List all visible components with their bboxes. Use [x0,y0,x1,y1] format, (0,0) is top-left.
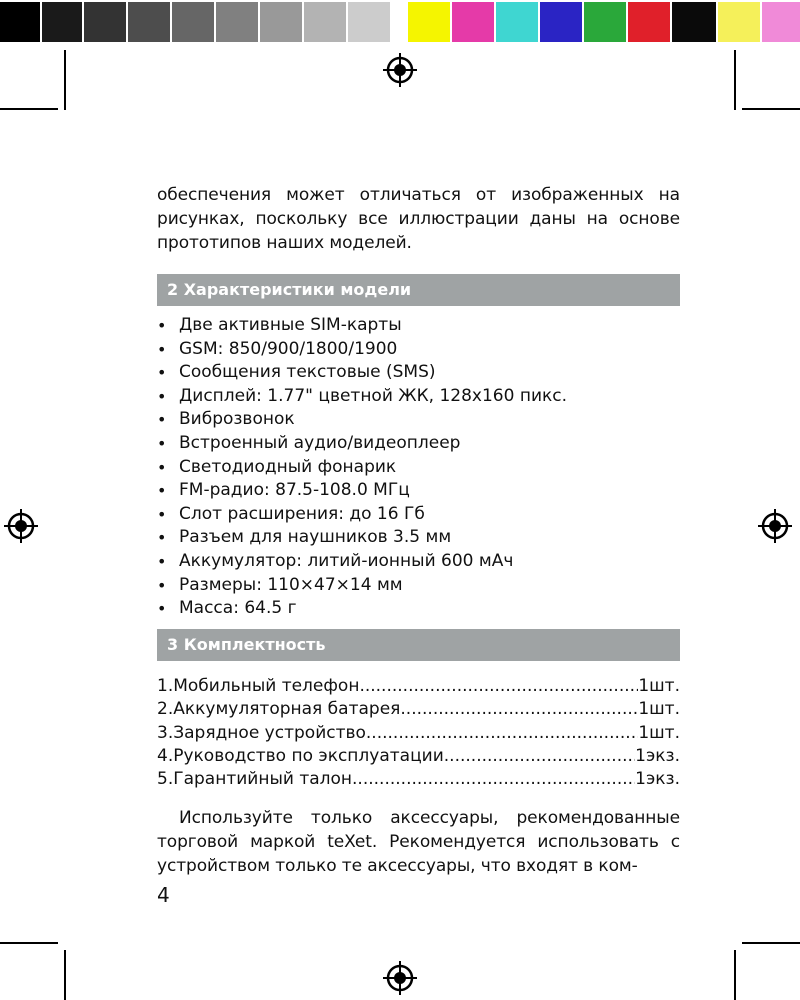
list-item: • GSM: 850/900/1800/1900 [157,338,680,362]
crop-mark [742,108,800,110]
spec-list [157,314,680,621]
color-swatch [42,2,82,42]
print-color-bar [0,0,800,44]
list-item: • Масса: 64.5 г [157,597,680,621]
section-header-specs: 2 Характеристики модели [157,274,680,306]
color-swatch [628,2,670,42]
color-swatch [128,2,170,42]
dot-leader [444,745,635,768]
registration-mark-icon [383,53,417,87]
list-item: • Виброзвонок [157,408,680,432]
package-item-name: 1.Мобильный телефон [157,675,360,696]
section-header-package: 3 Комплектность [157,629,680,661]
color-swatch [540,2,582,42]
page-content [157,183,680,878]
registration-mark-icon [383,961,417,995]
color-swatch [0,2,40,42]
color-swatch [304,2,346,42]
list-item: • Светодиодный фонарик [157,456,680,480]
list-item: • Встроенный аудио/видеоплеер [157,432,680,456]
crop-mark [64,950,66,1000]
list-item: • Две активные SIM-карты [157,314,680,338]
color-swatch [496,2,538,42]
package-item-qty: 1шт. [638,675,680,696]
package-item-qty: 1шт. [638,722,680,743]
crop-mark [734,950,736,1000]
list-item: • Разъем для наушников 3.5 мм [157,526,680,550]
color-swatch [84,2,126,42]
color-swatch [260,2,302,42]
package-item-qty: 1шт. [638,699,680,720]
intro-paragraph: обеспечения может отличаться от изображенных на рисунках, поскольку все иллюстрации даны на основе прототипов наших моделей. [157,185,680,253]
dot-leader [352,768,635,791]
closing-paragraph: Используйте только аксессуары, рекомендованные торговой маркой teXet. Рекомендуется использовать с устройством только те аксессуары, что входят в ком- [157,807,680,876]
list-item: • Слот расширения: до 16 Гб [157,503,680,527]
crop-mark [64,50,66,110]
package-item-qty: 1экз. [635,745,680,766]
color-swatch [452,2,494,42]
package-list [157,675,680,792]
color-swatch [392,2,398,42]
crop-mark [0,942,58,944]
crop-mark [742,942,800,944]
package-item [157,675,680,698]
package-item-name: 2.Аккумуляторная батарея [157,699,401,720]
package-item-name: 3.Зарядное устройство [157,722,366,743]
dot-leader [366,722,638,745]
color-swatch [672,2,716,42]
list-item: • Сообщения текстовые (SMS) [157,361,680,385]
package-item [157,698,680,721]
package-item-qty: 1экз. [635,769,680,790]
package-item-name: 4.Руководство по эксплуатации [157,745,444,766]
page-number: 4 [157,883,170,907]
package-item [157,745,680,768]
package-item-name: 5.Гарантийный талон [157,769,353,790]
color-swatch [216,2,258,42]
crop-mark [734,50,736,110]
list-item: • Дисплей: 1.77" цветной ЖК, 128x160 пикс. [157,385,680,409]
list-item: • Аккумулятор: литий-ионный 600 мАч [157,550,680,574]
color-swatch [762,2,800,42]
package-item [157,768,680,791]
crop-mark [0,108,58,110]
color-swatch [584,2,626,42]
color-swatch [172,2,214,42]
package-item [157,722,680,745]
list-item: • Размеры: 110×47×14 мм [157,574,680,598]
list-item: • FM-радио: 87.5-108.0 МГц [157,479,680,503]
dot-leader [400,698,638,721]
color-swatch [718,2,760,42]
color-swatch [348,2,390,42]
registration-mark-icon [758,509,792,543]
dot-leader [359,675,638,698]
color-swatch [408,2,450,42]
registration-mark-icon [4,509,38,543]
